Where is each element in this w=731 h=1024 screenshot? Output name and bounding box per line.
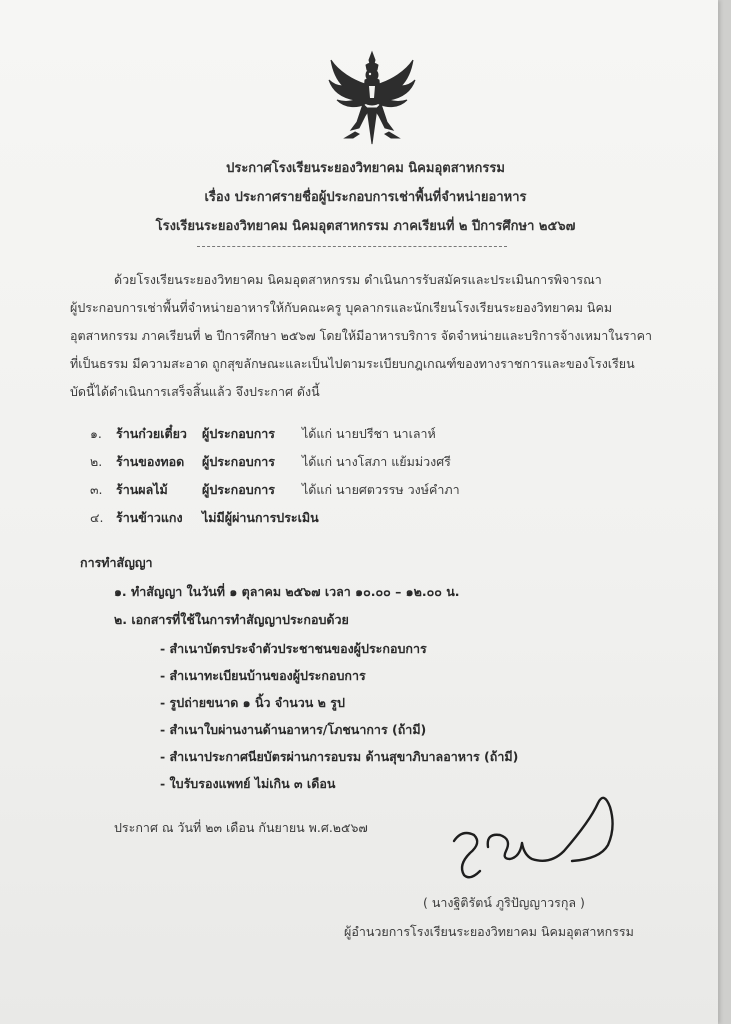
shop-awardee: ได้แก่ นางโสภา แย้มม่วงศรี [302,454,451,469]
shop-awardee: ได้แก่ นายปรีชา นาเลาห์ [302,426,436,441]
list-item-number: ๒. [90,454,103,469]
contract-title: การทำสัญญา [80,555,153,570]
shop-role: ผู้ประกอบการ [202,454,275,469]
garuda-emblem-icon [325,50,419,146]
shop-name: ร้านของทอด [116,454,185,469]
body-line: ผู้ประกอบการเช่าพื้นที่จำหน่ายอาหารให้กับคณะครู บุคลากรและนักเรียนโรงเรียนระยองวิทยาคม นิคม [70,300,613,315]
body-line: ที่เป็นธรรม มีความสะอาด ถูกสุขลักษณะและเป็นไปตามระเบียบกฎเกณฑ์ของทางราชการและของโรงเรียน [70,356,635,371]
body-line: ด้วยโรงเรียนระยองวิทยาคม นิคมอุตสาหกรรม ดำเนินการรับสมัครและประเมินการพิจารณา [114,272,602,287]
required-document: - สำเนาทะเบียนบ้านของผู้ประกอบการ [160,668,366,683]
required-document: - ใบรับรองแพทย์ ไม่เกิน ๓ เดือน [160,776,336,791]
announcement-header-line1: ประกาศโรงเรียนระยองวิทยาคม นิคมอุตสาหกรรม [226,161,505,176]
signer-title: ผู้อำนวยการโรงเรียนระยองวิทยาคม นิคมอุตสาหกรรม [344,924,634,939]
contract-item: ๒. เอกสารที่ใช้ในการทำสัญญาประกอบด้วย [114,612,349,627]
announcement-date: ประกาศ ณ วันที่ ๒๓ เดือน กันยายน พ.ศ.๒๕๖๗ [114,820,368,835]
contract-item: ๑. ทำสัญญา ในวันที่ ๑ ตุลาคม ๒๕๖๗ เวลา ๑๐.๐๐ – ๑๒.๐๐ น. [114,584,460,599]
shop-role: ผู้ประกอบการ [202,482,275,497]
required-document: - รูปถ่ายขนาด ๑ นิ้ว จำนวน ๒ รูป [160,695,345,710]
shop-awardee: ได้แก่ นายศตวรรษ วงษ์คำภา [302,482,460,497]
signer-name: ( นางฐิติรัตน์ ภูริปัญญาวรกุล ) [423,895,585,910]
required-document: - สำเนาบัตรประจำตัวประชาชนของผู้ประกอบการ [160,641,427,656]
list-item-number: ๑. [90,426,102,441]
list-item-number: ๔. [90,510,104,525]
shop-name: ร้านก๋วยเตี๋ยว [116,426,187,441]
required-document: - สำเนาประกาศนียบัตรผ่านการอบรม ด้านสุขาภิบาลอาหาร (ถ้ามี) [160,749,519,764]
body-line: บัดนี้ได้ดำเนินการเสร็จสิ้นแล้ว จึงประกาศ ดังนี้ [70,384,320,399]
announcement-subject: เรื่อง ประกาศรายชื่อผู้ประกอบการเช่าพื้นที่จำหน่ายอาหาร [204,190,527,205]
announcement-header-line3: โรงเรียนระยองวิทยาคม นิคมอุตสาหกรรม ภาคเรียนที่ ๒ ปีการศึกษา ๒๕๖๗ [155,219,576,234]
divider [197,246,507,247]
list-item-number: ๓. [90,482,103,497]
shop-name: ร้านผลไม้ [116,482,168,497]
shop-name: ร้านข้าวแกง [116,510,183,525]
shop-no-awardee: ไม่มีผู้ผ่านการประเมิน [202,510,319,525]
required-document: - สำเนาใบผ่านงานด้านอาหาร/โภชนาการ (ถ้ามี) [160,722,427,737]
body-line: อุตสาหกรรม ภาคเรียนที่ ๒ ปีการศึกษา ๒๕๖๗ โดยให้มีอาหารบริการ จัดจำหน่ายและบริการจ้างเหมาในราคา [70,328,653,343]
shop-role: ผู้ประกอบการ [202,426,275,441]
signature [440,785,640,885]
